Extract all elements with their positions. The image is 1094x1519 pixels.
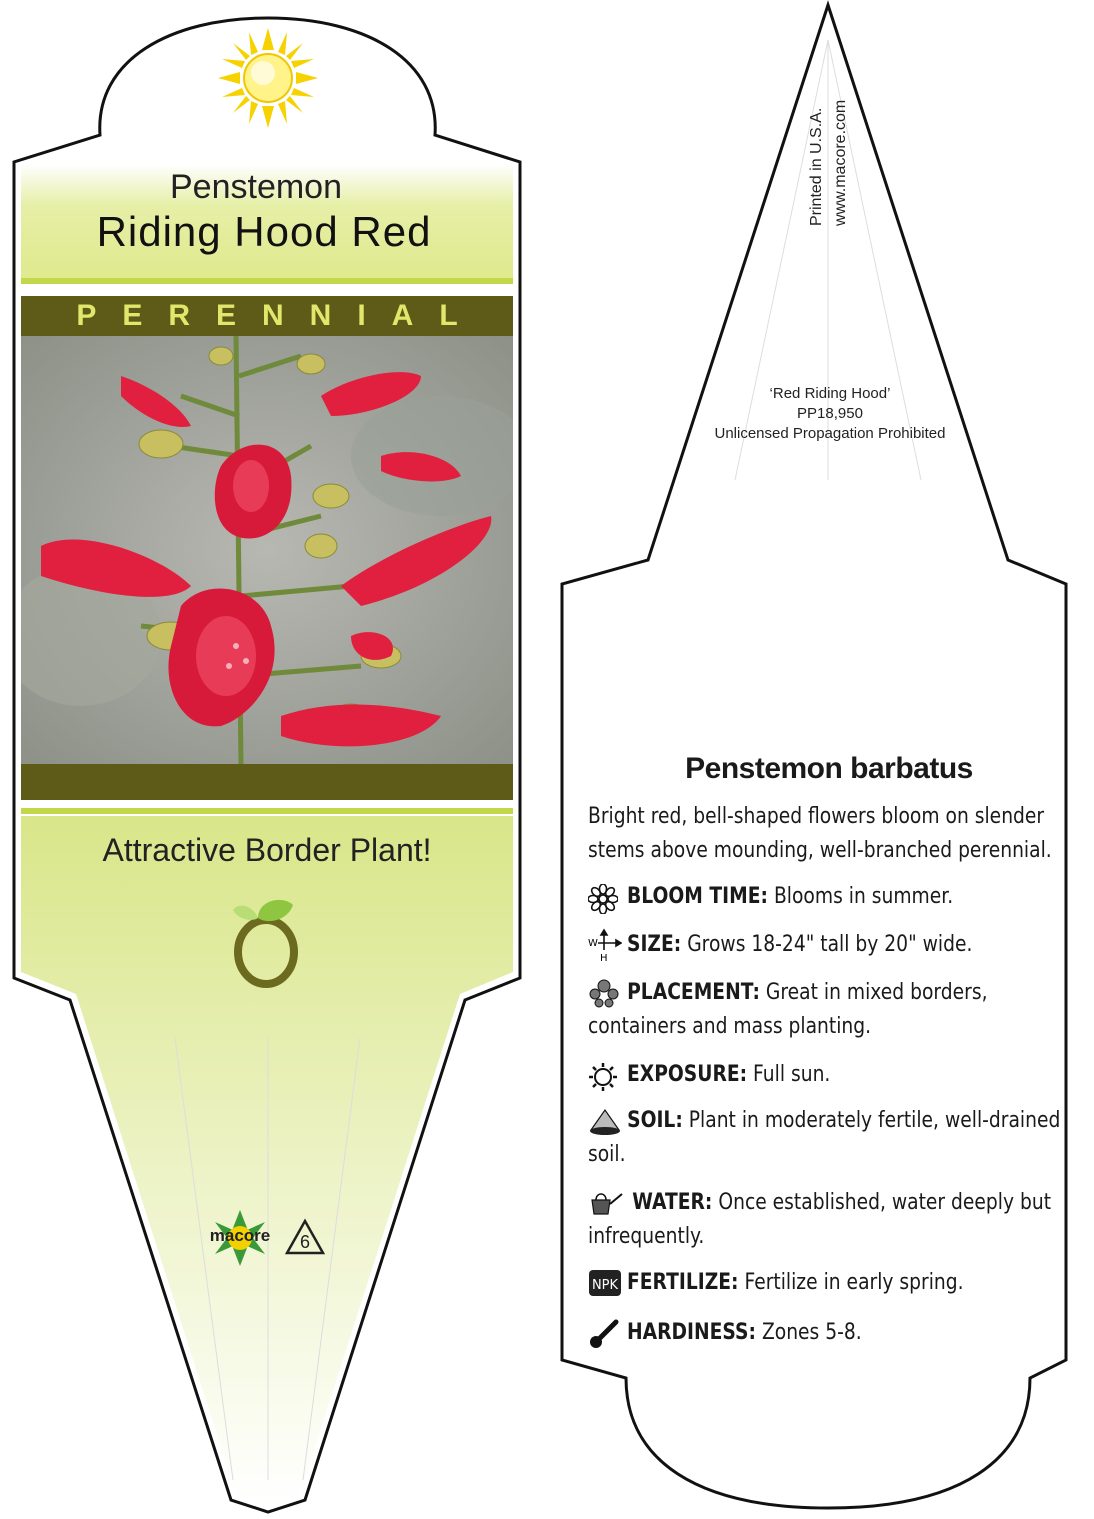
info-hardiness — [627, 1316, 1069, 1350]
category-label: PERENNIAL — [76, 299, 484, 332]
certification — [660, 384, 1000, 444]
info-label: PLACEMENT: — [627, 980, 760, 1005]
genus-name: Penstemon — [170, 168, 342, 206]
size-icon — [588, 928, 622, 962]
info-water — [588, 1186, 1073, 1254]
sun-logo-icon — [218, 28, 318, 128]
photo-bottom-bar — [21, 764, 513, 800]
info-bloom-time — [627, 880, 1069, 914]
size-icon-h: H — [600, 953, 608, 962]
info-size — [627, 928, 1069, 962]
info-soil — [588, 1104, 1073, 1172]
size-icon-w: W — [588, 938, 598, 949]
cultivar-name: Riding Hood Red — [96, 208, 432, 255]
info-label: WATER: — [632, 1190, 713, 1215]
info-text: Plant in moderately fertile, well-drained soil. — [588, 1108, 1061, 1167]
info-text: Zones 5-8. — [761, 1320, 862, 1345]
info-label: SIZE: — [627, 932, 682, 957]
variety-name: ‘Red Riding Hood’ — [769, 385, 891, 402]
macore-brand-label: macore — [209, 1226, 271, 1245]
slogan: Attractive Border Plant! — [102, 832, 432, 868]
npk-letters: NPK — [591, 1278, 619, 1293]
info-text: Blooms in summer. — [773, 884, 954, 909]
info-label: SOIL: — [627, 1108, 683, 1133]
info-text: Full sun. — [753, 1062, 831, 1087]
info-label: EXPOSURE: — [627, 1062, 748, 1087]
patent-number: PP18,950 — [797, 405, 863, 422]
recycle-code: 6 — [299, 1232, 310, 1252]
plant-description: Bright red, bell-shaped flowers bloom on slender stems above mounding, well-branched perennial. — [588, 804, 1052, 863]
info-label: FERTILIZE: — [627, 1270, 739, 1295]
info-label: HARDINESS: — [627, 1320, 757, 1345]
info-exposure — [627, 1058, 1069, 1092]
side-print — [736, 60, 936, 240]
info-placement — [588, 976, 1073, 1044]
bloom-time-icon — [588, 884, 618, 914]
info-text: Grows 18-24" tall by 20" wide. — [687, 932, 973, 957]
thermometer-icon — [588, 1316, 622, 1350]
botanical-name: Penstemon barbatus — [685, 752, 973, 785]
printed-in-usa: Printed in U.S.A. — [808, 107, 825, 226]
seedling-logo-icon — [228, 890, 308, 990]
info-text: Great in mixed borders, containers and mass planting. — [588, 980, 988, 1039]
info-text: Once established, water deeply but infrequently. — [588, 1190, 1052, 1249]
propagation-notice: Unlicensed Propagation Prohibited — [714, 425, 946, 442]
npk-icon — [588, 1268, 622, 1298]
plant-photo — [21, 336, 513, 764]
info-text: Fertilize in early spring. — [744, 1270, 964, 1295]
website: www.macore.com — [832, 99, 849, 226]
sun-icon — [588, 1062, 618, 1092]
info-label: BLOOM TIME: — [627, 884, 768, 909]
info-fertilize — [627, 1266, 1069, 1300]
